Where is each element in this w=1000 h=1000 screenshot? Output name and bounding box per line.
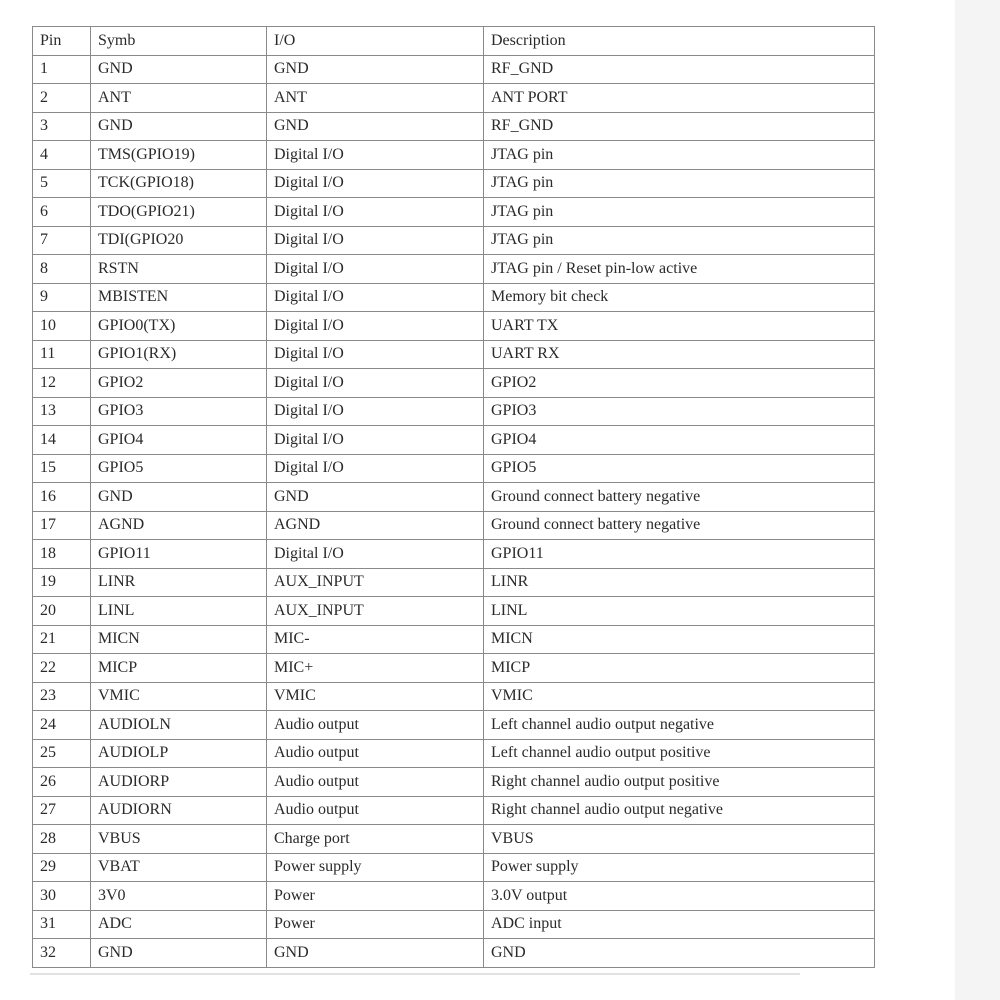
cell-symbol: RSTN: [91, 255, 267, 284]
cell-symbol: TDO(GPIO21): [91, 198, 267, 227]
cell-symbol: GPIO1(RX): [91, 340, 267, 369]
cell-description: UART TX: [484, 312, 875, 341]
cell-io: Audio output: [267, 796, 484, 825]
cell-io: GND: [267, 112, 484, 141]
cell-io: Digital I/O: [267, 369, 484, 398]
cell-description: JTAG pin: [484, 141, 875, 170]
cell-description: Ground connect battery negative: [484, 483, 875, 512]
cell-symbol: GND: [91, 112, 267, 141]
pin-definition-table: [32, 26, 875, 968]
table-row: [33, 426, 875, 455]
cell-io: Digital I/O: [267, 426, 484, 455]
table-row: [33, 825, 875, 854]
cell-pin: 31: [33, 910, 91, 939]
header-pin: Pin: [33, 27, 91, 56]
cell-pin: 23: [33, 682, 91, 711]
cell-pin: 12: [33, 369, 91, 398]
table-row: [33, 511, 875, 540]
cell-pin: 18: [33, 540, 91, 569]
table-row: [33, 169, 875, 198]
cell-io: ANT: [267, 84, 484, 113]
cell-description: JTAG pin: [484, 226, 875, 255]
cell-description: JTAG pin / Reset pin-low active: [484, 255, 875, 284]
cell-io: Digital I/O: [267, 454, 484, 483]
table-row: [33, 568, 875, 597]
cell-io: Charge port: [267, 825, 484, 854]
cell-io: Digital I/O: [267, 255, 484, 284]
cell-io: MIC-: [267, 625, 484, 654]
table-row: [33, 454, 875, 483]
cell-pin: 21: [33, 625, 91, 654]
table-row: [33, 340, 875, 369]
cell-symbol: MBISTEN: [91, 283, 267, 312]
cell-io: Digital I/O: [267, 198, 484, 227]
cell-description: UART RX: [484, 340, 875, 369]
cell-symbol: TCK(GPIO18): [91, 169, 267, 198]
cell-pin: 32: [33, 939, 91, 968]
table-row: [33, 55, 875, 84]
cell-description: Left channel audio output positive: [484, 739, 875, 768]
table-row: [33, 540, 875, 569]
cell-pin: 29: [33, 853, 91, 882]
table-row: [33, 312, 875, 341]
cell-pin: 8: [33, 255, 91, 284]
cell-io: GND: [267, 939, 484, 968]
table-row: [33, 397, 875, 426]
cell-description: GND: [484, 939, 875, 968]
cell-io: Digital I/O: [267, 312, 484, 341]
table-header-row: [33, 27, 875, 56]
cell-symbol: GND: [91, 55, 267, 84]
cell-pin: 27: [33, 796, 91, 825]
cell-pin: 30: [33, 882, 91, 911]
cell-description: VMIC: [484, 682, 875, 711]
cell-io: AUX_INPUT: [267, 597, 484, 626]
cell-symbol: GPIO0(TX): [91, 312, 267, 341]
header-symbol: Symb: [91, 27, 267, 56]
cell-io: Audio output: [267, 768, 484, 797]
table-row: [33, 283, 875, 312]
table-row: [33, 625, 875, 654]
cell-symbol: GPIO4: [91, 426, 267, 455]
cell-pin: 7: [33, 226, 91, 255]
cell-description: Left channel audio output negative: [484, 711, 875, 740]
cell-io: AGND: [267, 511, 484, 540]
cell-symbol: MICN: [91, 625, 267, 654]
cell-io: Audio output: [267, 739, 484, 768]
cell-description: MICN: [484, 625, 875, 654]
cell-io: Digital I/O: [267, 340, 484, 369]
cell-io: Digital I/O: [267, 540, 484, 569]
cell-io: MIC+: [267, 654, 484, 683]
cell-symbol: ANT: [91, 84, 267, 113]
page-margin-strip: [955, 0, 1000, 1000]
cell-pin: 1: [33, 55, 91, 84]
cell-pin: 28: [33, 825, 91, 854]
cell-io: Digital I/O: [267, 169, 484, 198]
table-row: [33, 739, 875, 768]
header-description: Description: [484, 27, 875, 56]
cell-symbol: GPIO11: [91, 540, 267, 569]
cell-description: RF_GND: [484, 112, 875, 141]
cell-io: Power: [267, 882, 484, 911]
cell-description: JTAG pin: [484, 198, 875, 227]
cell-symbol: GPIO5: [91, 454, 267, 483]
cell-pin: 20: [33, 597, 91, 626]
cell-io: GND: [267, 55, 484, 84]
cell-description: JTAG pin: [484, 169, 875, 198]
cell-symbol: LINL: [91, 597, 267, 626]
cell-symbol: AUDIORN: [91, 796, 267, 825]
cell-pin: 4: [33, 141, 91, 170]
cell-io: Power: [267, 910, 484, 939]
table-row: [33, 939, 875, 968]
cell-symbol: LINR: [91, 568, 267, 597]
cell-pin: 26: [33, 768, 91, 797]
table-row: [33, 141, 875, 170]
cell-pin: 5: [33, 169, 91, 198]
cell-symbol: TMS(GPIO19): [91, 141, 267, 170]
cell-pin: 25: [33, 739, 91, 768]
cell-description: GPIO11: [484, 540, 875, 569]
cell-description: RF_GND: [484, 55, 875, 84]
table-row: [33, 226, 875, 255]
cell-io: VMIC: [267, 682, 484, 711]
table-row: [33, 198, 875, 227]
cell-description: VBUS: [484, 825, 875, 854]
table-row: [33, 597, 875, 626]
cell-description: ADC input: [484, 910, 875, 939]
cell-pin: 24: [33, 711, 91, 740]
cell-description: GPIO3: [484, 397, 875, 426]
cell-io: Digital I/O: [267, 141, 484, 170]
cell-description: Right channel audio output negative: [484, 796, 875, 825]
cell-description: GPIO2: [484, 369, 875, 398]
header-io: I/O: [267, 27, 484, 56]
cell-io: Digital I/O: [267, 226, 484, 255]
table-row: [33, 654, 875, 683]
cell-description: ANT PORT: [484, 84, 875, 113]
table-row: [33, 711, 875, 740]
table-row: [33, 369, 875, 398]
cell-symbol: AUDIORP: [91, 768, 267, 797]
cell-description: Power supply: [484, 853, 875, 882]
table-row: [33, 682, 875, 711]
cell-pin: 10: [33, 312, 91, 341]
cell-pin: 15: [33, 454, 91, 483]
table-row: [33, 483, 875, 512]
table-row: [33, 796, 875, 825]
cell-symbol: AUDIOLN: [91, 711, 267, 740]
table-row: [33, 768, 875, 797]
cell-symbol: VBAT: [91, 853, 267, 882]
cell-pin: 13: [33, 397, 91, 426]
cell-symbol: GPIO3: [91, 397, 267, 426]
cell-pin: 19: [33, 568, 91, 597]
cell-pin: 14: [33, 426, 91, 455]
cell-io: Audio output: [267, 711, 484, 740]
cell-pin: 11: [33, 340, 91, 369]
cell-symbol: ADC: [91, 910, 267, 939]
cell-io: GND: [267, 483, 484, 512]
cell-pin: 16: [33, 483, 91, 512]
table-row: [33, 882, 875, 911]
cell-description: GPIO4: [484, 426, 875, 455]
cell-description: Memory bit check: [484, 283, 875, 312]
cell-description: MICP: [484, 654, 875, 683]
cell-io: Digital I/O: [267, 397, 484, 426]
cell-symbol: 3V0: [91, 882, 267, 911]
cell-pin: 17: [33, 511, 91, 540]
cell-description: 3.0V output: [484, 882, 875, 911]
cell-io: AUX_INPUT: [267, 568, 484, 597]
cell-pin: 22: [33, 654, 91, 683]
cell-symbol: GPIO2: [91, 369, 267, 398]
cell-io: Digital I/O: [267, 283, 484, 312]
cell-symbol: VBUS: [91, 825, 267, 854]
cell-description: LINL: [484, 597, 875, 626]
table-row: [33, 84, 875, 113]
cell-symbol: MICP: [91, 654, 267, 683]
cell-symbol: GND: [91, 939, 267, 968]
cell-description: LINR: [484, 568, 875, 597]
cell-symbol: VMIC: [91, 682, 267, 711]
bottom-divider: [30, 973, 800, 975]
cell-description: Ground connect battery negative: [484, 511, 875, 540]
cell-symbol: AGND: [91, 511, 267, 540]
table-row: [33, 853, 875, 882]
cell-pin: 3: [33, 112, 91, 141]
cell-io: Power supply: [267, 853, 484, 882]
cell-pin: 2: [33, 84, 91, 113]
cell-symbol: GND: [91, 483, 267, 512]
cell-pin: 9: [33, 283, 91, 312]
cell-pin: 6: [33, 198, 91, 227]
table-row: [33, 910, 875, 939]
cell-description: GPIO5: [484, 454, 875, 483]
table-row: [33, 112, 875, 141]
cell-description: Right channel audio output positive: [484, 768, 875, 797]
cell-symbol: TDI(GPIO20: [91, 226, 267, 255]
cell-symbol: AUDIOLP: [91, 739, 267, 768]
table-row: [33, 255, 875, 284]
